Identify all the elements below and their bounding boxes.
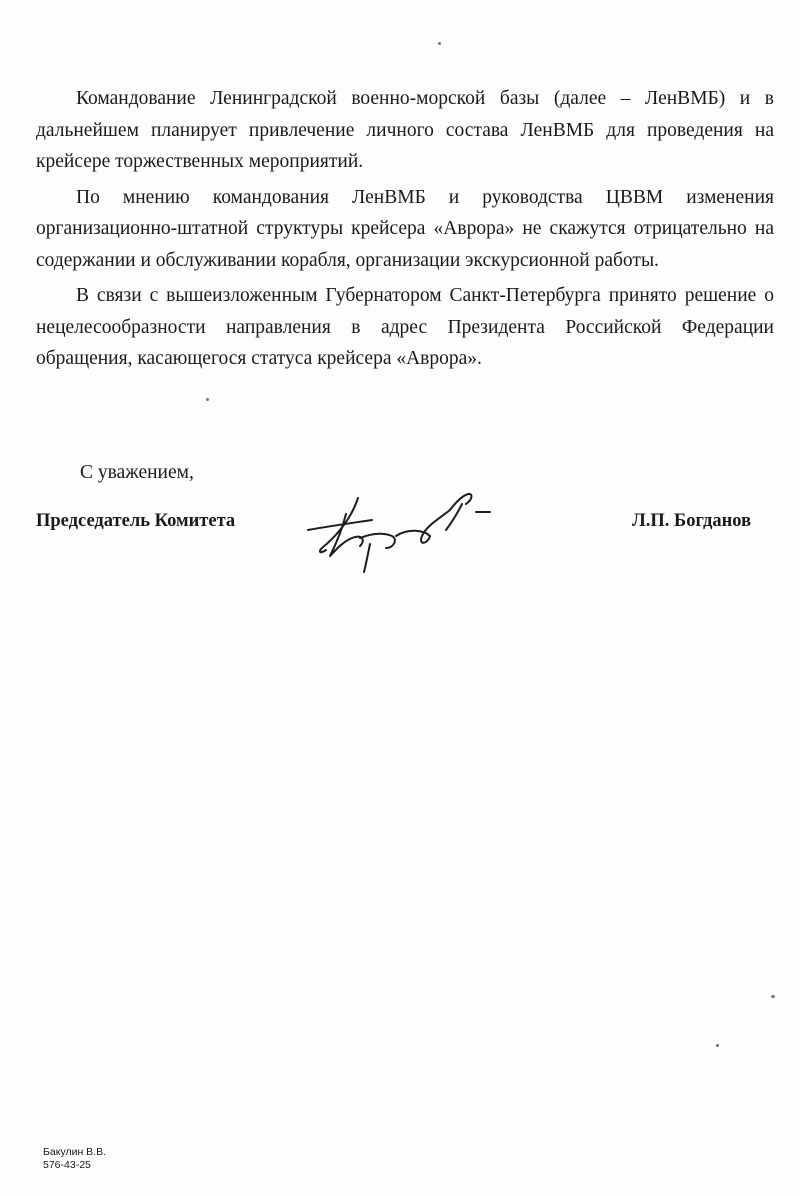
executor-name: Бакулин В.В. bbox=[43, 1146, 107, 1158]
closing-phrase: С уважением, bbox=[80, 462, 194, 483]
executor-phone: 576-43-25 bbox=[43, 1159, 91, 1171]
signatory-title: Председатель Комитета bbox=[36, 511, 236, 531]
paragraph-1: Командование Ленинградской военно-морской базы (далее – ЛенВМБ) и в дальнейшем планирует привлечение личного состава ЛенВМБ для проведения на крейсере торжественных мероприятий. bbox=[36, 88, 774, 172]
handwritten-signature bbox=[300, 478, 510, 578]
paragraph-2: По мнению командования ЛенВМБ и руководства ЦВВМ изменения организационно-штатной структуры крейсера «Аврора» не скажутся отрицательно на содержании и обслуживании корабля, организации экскурсионной работы. bbox=[36, 186, 774, 271]
scan-speck bbox=[206, 398, 209, 401]
scan-speck bbox=[771, 995, 775, 998]
signatory-name: Л.П. Богданов bbox=[632, 511, 752, 531]
letter-body bbox=[36, 83, 774, 379]
scan-speck bbox=[716, 1044, 719, 1047]
paragraph-3: В связи с вышеизложенным Губернатором Санкт-Петербурга принято решение о нецелесообразности направления в адрес Президента Российской Федерации обращения, касающегося статуса крейсера «Аврора». bbox=[36, 285, 774, 369]
executor-note bbox=[43, 1146, 106, 1172]
scan-speck bbox=[438, 42, 441, 45]
